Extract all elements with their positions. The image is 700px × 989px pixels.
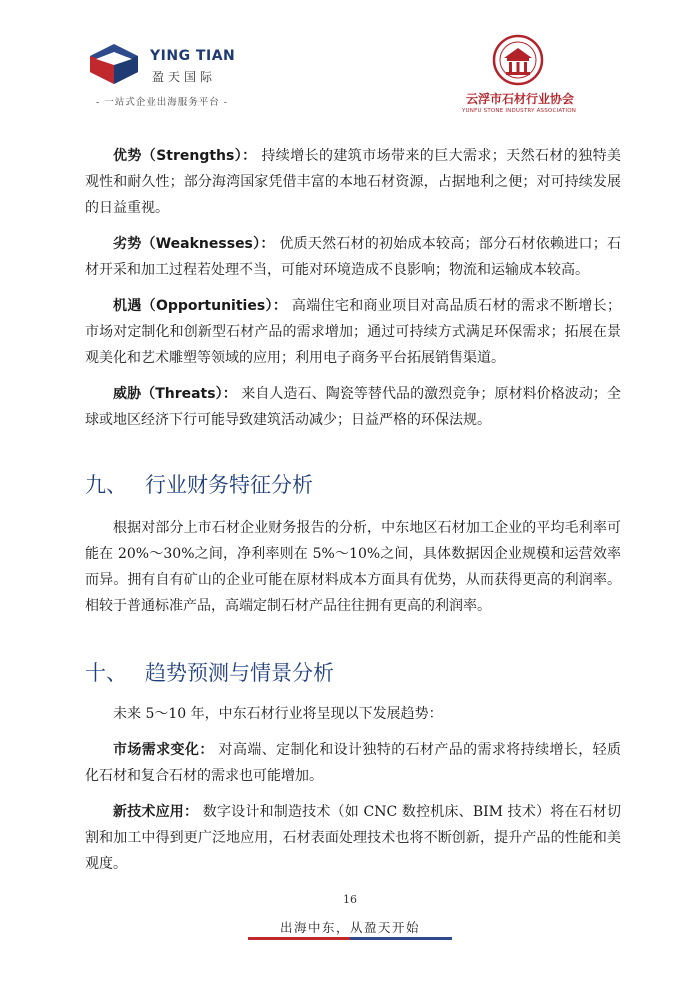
footer-slogan: 出海中东，从盈天开始	[279, 920, 420, 935]
section-9-paragraph: 根据对部分上市石材企业财务报告的分析，中东地区石材加工企业的平均毛利率可能在 20%～30%之间，净利率则在 5%～10%之间，具体数据因企业规模和运营效率而异。拥有自有矿山的企业可能在原材料成本方面具有优势，从而获得更高的利润率。相较于普通标准产品，高端定制石材产品往往拥有更高的利润率。	[85, 520, 621, 614]
section-9-heading	[85, 469, 621, 499]
association-logo	[450, 34, 650, 120]
footer-divider	[248, 937, 452, 940]
page-header	[0, 0, 700, 120]
footer-divider-red	[248, 937, 350, 940]
swot-label: 机遇（Opportunities）：	[113, 298, 288, 314]
swot-text: 优质天然石材的初始成本较高；部分石材依赖进口；石材开采和加工过程若处理不当，可能对环境造成不良影响；物流和运输成本较高。	[85, 236, 622, 278]
swot-strengths	[85, 143, 621, 221]
swot-opportunities	[85, 293, 621, 371]
section-10-heading	[85, 657, 621, 687]
association-english-name: YUNFU STONE INDUSTRY ASSOCIATION	[462, 108, 577, 114]
trend-text: 数字设计和制造技术（如 CNC 数控机床、BIM 技术）将在石材切割和加工中得到更广泛地应用，石材表面处理技术也将不断创新，提升产品的性能和美观度。	[85, 804, 621, 872]
association-seal-icon	[492, 34, 544, 86]
swot-text: 来自人造石、陶瓷等替代品的激烈竞争；原材料价格波动；全球或地区经济下行可能导致建筑活动减少；日益严格的环保法规。	[85, 386, 621, 428]
section-10-intro: 未来 5～10 年，中东石材行业将呈现以下发展趋势：	[113, 706, 443, 722]
swot-label: 优势（Strengths）：	[113, 148, 257, 164]
swot-text: 持续增长的建筑市场带来的巨大需求；天然石材的独特美观性和耐久性；部分海湾国家凭借丰富的本地石材资源，占据地利之便；对可持续发展的日益重视。	[85, 148, 622, 216]
swot-text: 高端住宅和商业项目对高品质石材的需求不断增长；市场对定制化和创新型石材产品的需求增加；通过可持续方式满足环保需求；拓展在景观美化和艺术雕塑等领域的应用；利用电子商务平台拓展销售渠道。	[85, 298, 621, 366]
footer-divider-blue	[350, 937, 452, 940]
brand-chinese-name: 盈天国际	[152, 70, 217, 84]
association-chinese-name: 云浮市石材行业协会	[466, 92, 575, 106]
page-content	[85, 143, 621, 887]
trend-text: 对高端、定制化和设计独特的石材产品的需求将持续增长，轻质化石材和复合石材的需求也可能增加。	[85, 742, 622, 784]
swot-label: 劣势（Weaknesses）：	[113, 236, 275, 252]
yingtian-emblem-icon	[88, 42, 140, 86]
brand-slogan: - 一站式企业出海服务平台 -	[96, 97, 228, 108]
swot-threats	[85, 381, 621, 433]
trend-label: 新技术应用：	[113, 804, 199, 820]
trend-label: 市场需求变化：	[113, 742, 214, 758]
section-number: 十、	[85, 661, 127, 685]
brand-name: YING TIAN	[150, 48, 236, 64]
yingtian-logo	[88, 42, 268, 112]
trend-market-demand	[85, 737, 621, 789]
swot-label: 威胁（Threats）：	[113, 386, 237, 402]
section-title: 趋势预测与情景分析	[145, 661, 334, 685]
trend-new-technology	[85, 799, 621, 877]
section-number: 九、	[85, 473, 127, 497]
swot-weaknesses	[85, 231, 621, 283]
page-number: 16	[343, 893, 357, 906]
section-title: 行业财务特征分析	[145, 473, 313, 497]
